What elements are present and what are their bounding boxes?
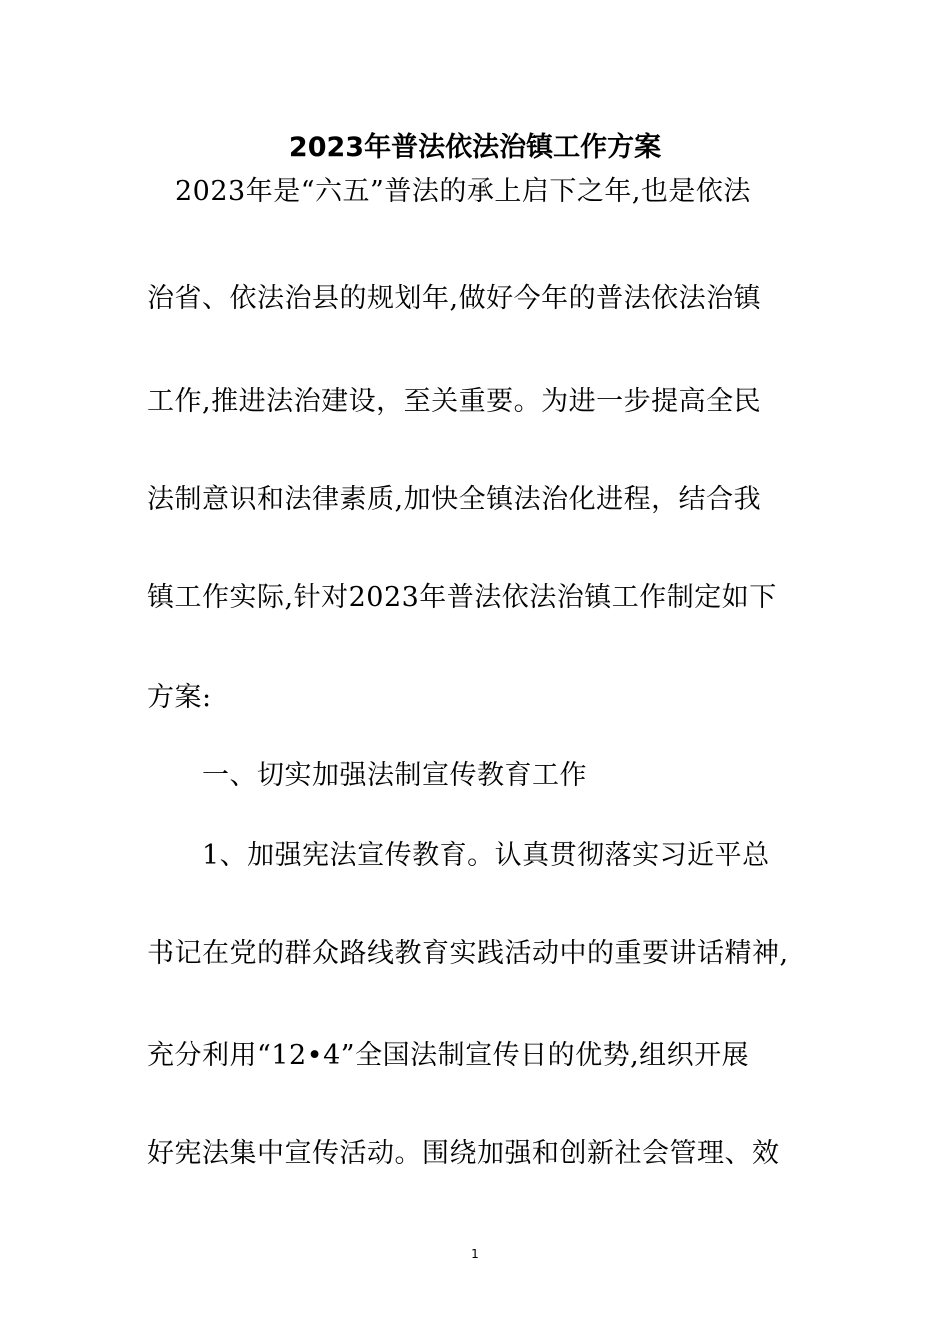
- document-title: 2023年普法依法治镇工作方案: [288, 132, 662, 163]
- paragraph-line: 治省、依法治县的规划年,做好今年的普法依法治镇: [147, 283, 762, 314]
- paragraph-line: 2023年是“六五”普法的承上启下之年,也是依法: [175, 176, 751, 207]
- paragraph-line: 法制意识和法律素质,加快全镇法治化进程，结合我: [147, 484, 762, 515]
- paragraph-line: 方案:: [147, 682, 212, 713]
- paragraph-line: 镇工作实际,针对2023年普法依法治镇工作制定如下: [147, 582, 777, 613]
- paragraph-line: 书记在党的群众路线教育实践活动中的重要讲话精神,: [147, 938, 789, 969]
- paragraph-line: 工作,推进法治建设，至关重要。为进一步提高全民: [147, 386, 762, 417]
- paragraph-line: 1、加强宪法宣传教育。认真贯彻落实习近平总: [202, 840, 770, 871]
- paragraph-line: 好宪法集中宣传活动。围绕加强和创新社会管理、效: [147, 1138, 780, 1169]
- section-heading: 一、切实加强法制宣传教育工作: [202, 760, 587, 791]
- paragraph-line: 充分利用“12•4”全国法制宣传日的优势,组织开展: [147, 1040, 750, 1071]
- page-number: 1: [471, 1247, 479, 1261]
